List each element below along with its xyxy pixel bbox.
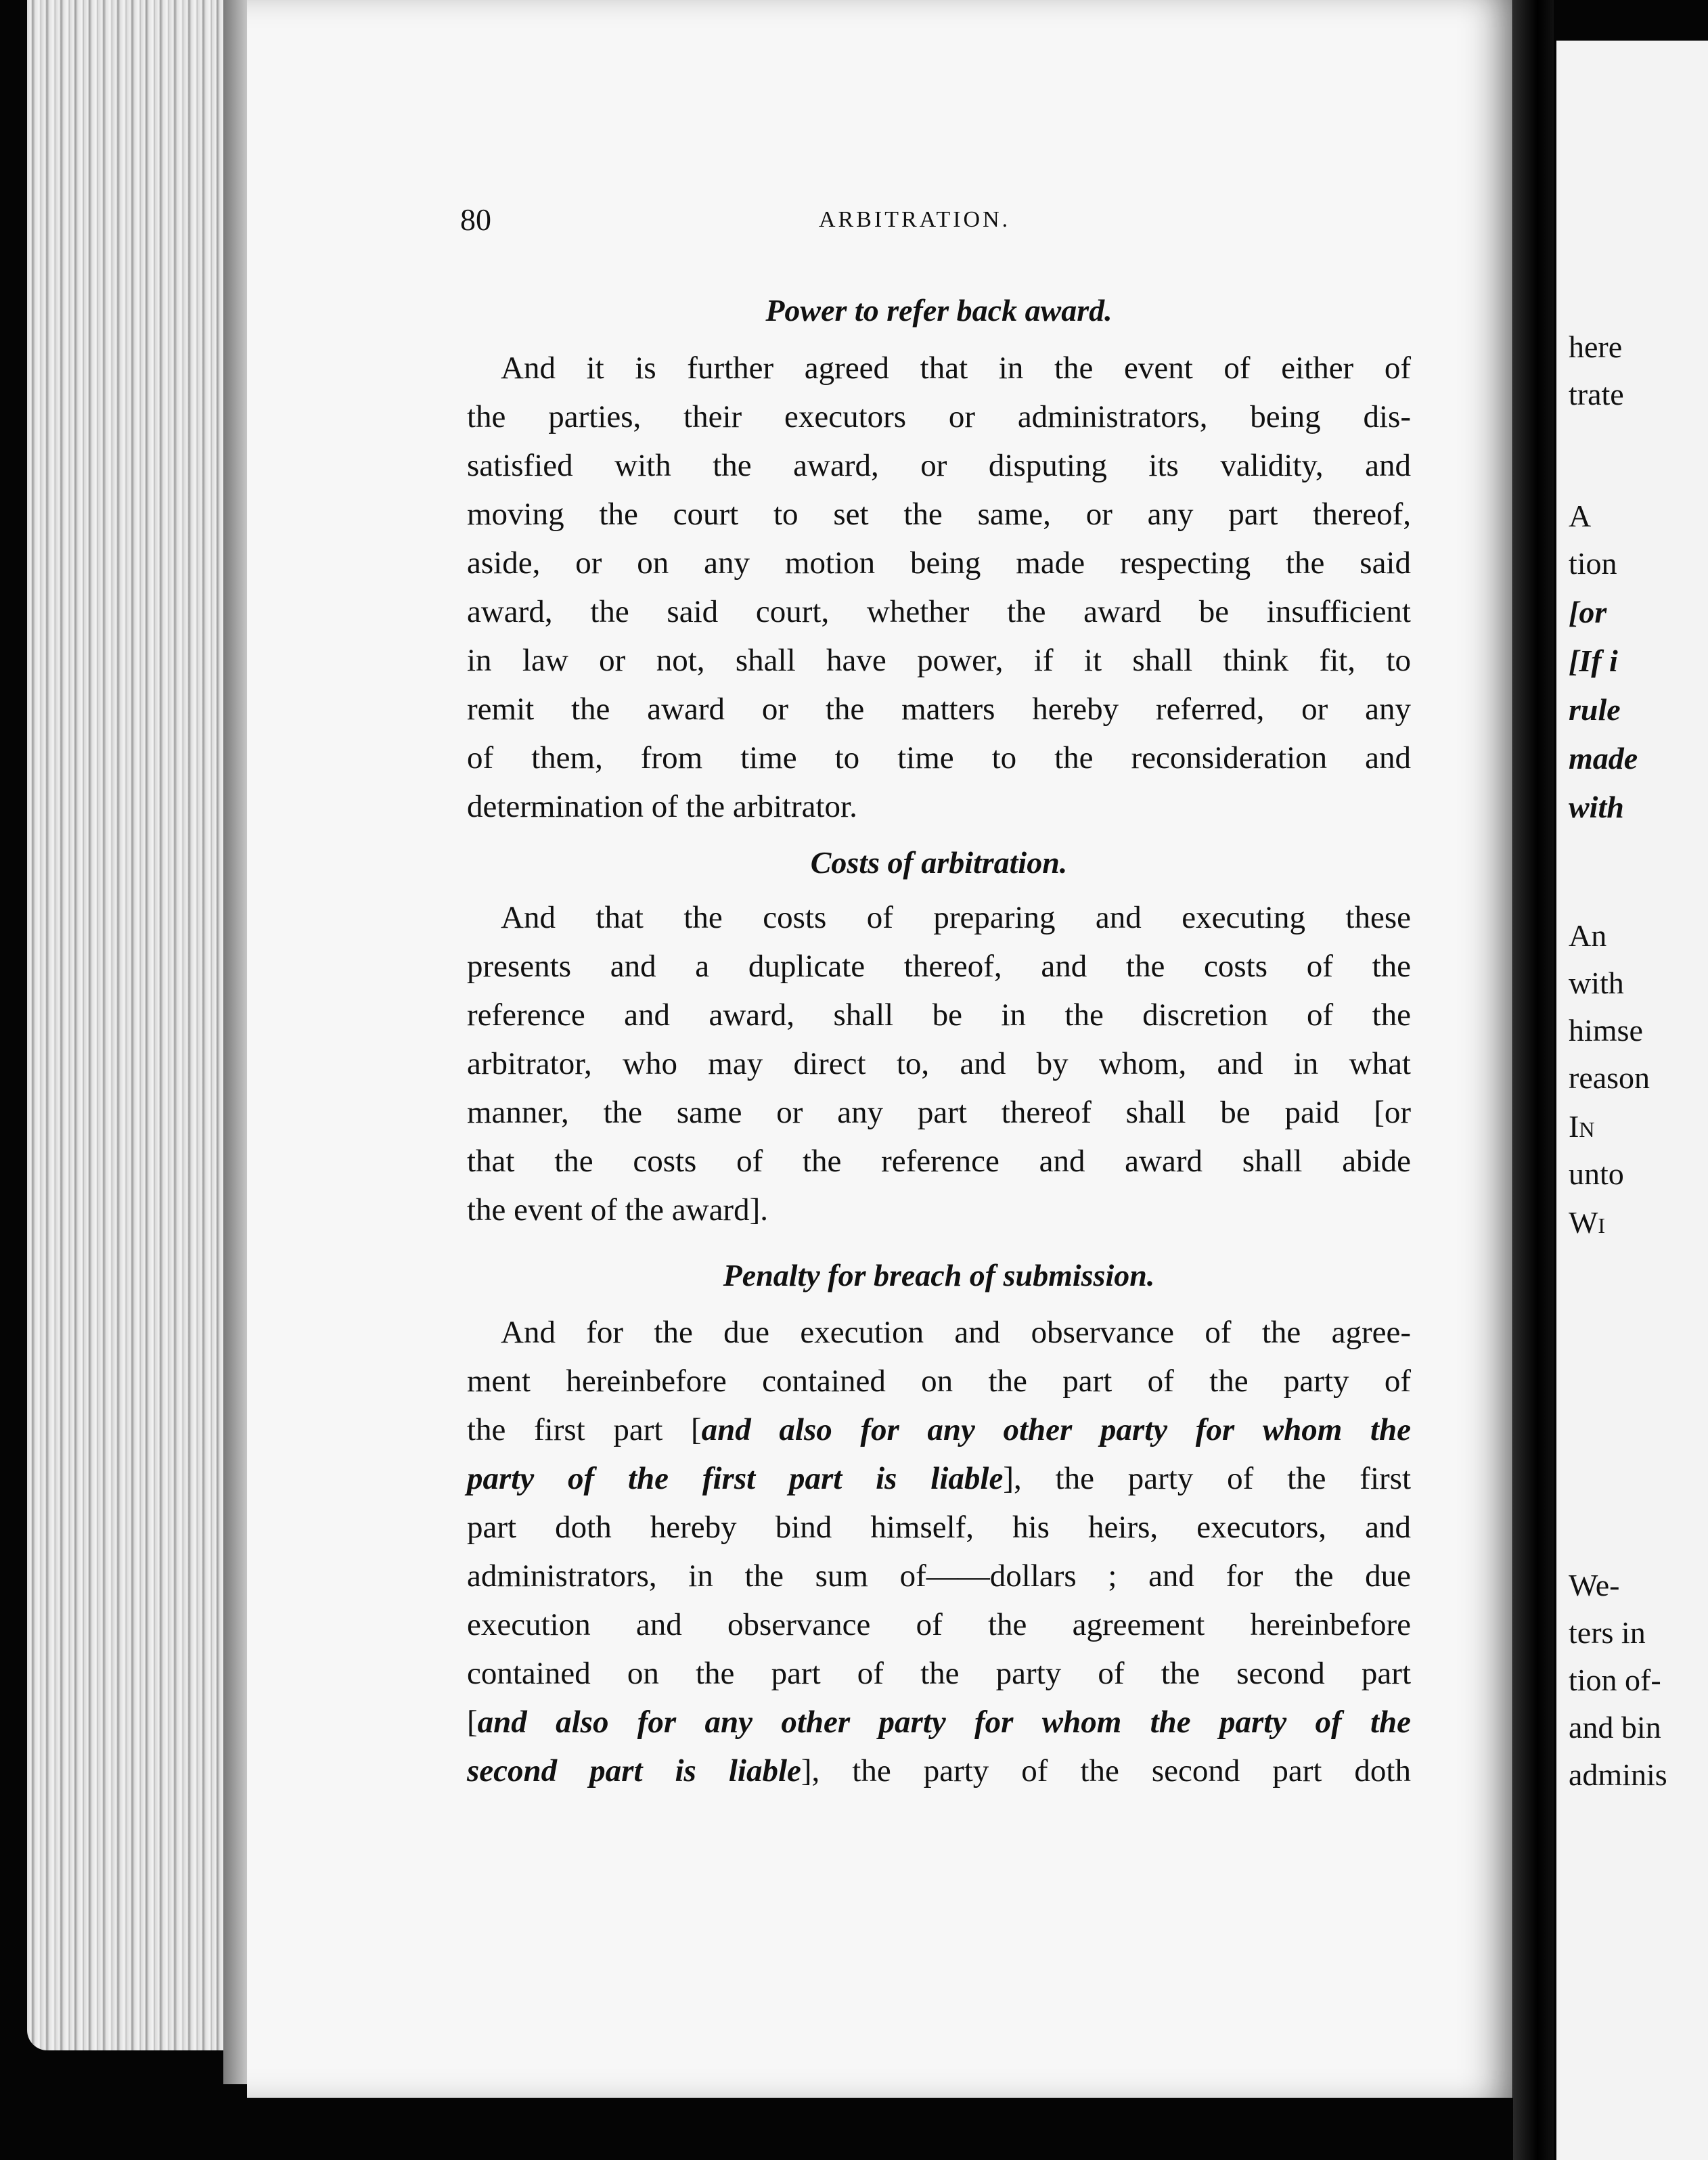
text-line <box>467 1463 1411 1495</box>
right-page-fragment: unto <box>1569 1156 1624 1191</box>
text-line: And it is further agreed that in the event of either of <box>501 351 1411 386</box>
right-page-fragment: trate <box>1569 377 1624 411</box>
section-heading-penalty: Penalty for breach of submission. <box>723 1258 1155 1292</box>
page-edges-shadow <box>223 0 250 2084</box>
text-line: in law or not, shall have power, if it shall think fit, to <box>467 643 1411 678</box>
page-header <box>460 202 1408 242</box>
italic-segment: and also for any other party for whom the party of the <box>477 1705 1411 1740</box>
text-line: aside, or on any motion being made respecting the said <box>467 545 1411 581</box>
right-page-fragment: and bin <box>1569 1710 1661 1745</box>
text-line: that the costs of the reference and award shall abide <box>467 1144 1411 1179</box>
text-line: part doth hereby bind himself, his heirs, executors, and <box>467 1510 1411 1545</box>
right-page-fragment: tion <box>1569 546 1617 581</box>
right-page-fragment: adminis <box>1569 1757 1667 1792</box>
italic-segment: and also for any other party for whom the <box>701 1412 1411 1447</box>
right-page-fragment: We- <box>1569 1568 1620 1602</box>
text-segment: [ <box>467 1705 478 1740</box>
section-heading-power-to-refer: Power to refer back award. <box>765 293 1113 328</box>
text-line: of them, from time to time to the reconsideration and <box>467 740 1411 775</box>
right-page-fragment: rule <box>1569 692 1621 727</box>
text-line <box>467 1414 1411 1446</box>
text-line: satisfied with the award, or disputing its validity, and <box>467 448 1411 483</box>
text-line: moving the court to set the same, or any part thereof, <box>467 497 1411 532</box>
text-line: administrators, in the sum of——dollars ; and for the due <box>467 1558 1411 1594</box>
italic-segment: second part is liable <box>467 1753 801 1788</box>
right-page-fragment: [or <box>1569 595 1607 629</box>
right-page-fragment: An <box>1569 918 1607 953</box>
right-page-fragment: In <box>1569 1109 1595 1144</box>
text-line: the parties, their executors or administrators, being dis- <box>467 399 1411 434</box>
text-line: And that the costs of preparing and executing these <box>501 900 1411 935</box>
text-line: manner, the same or any part thereof shall be paid [or <box>467 1095 1411 1130</box>
text-line: ment hereinbefore contained on the part of the party of <box>467 1364 1411 1399</box>
text-line: arbitrator, who may direct to, and by whom, and in what <box>467 1046 1411 1081</box>
right-page-fragment: with <box>1569 790 1624 824</box>
right-page-fragment: A <box>1569 499 1592 533</box>
text-line: remit the award or the matters hereby referred, or any <box>467 692 1411 727</box>
text-segment: ], the party of the first <box>1003 1461 1412 1496</box>
right-page-fragment: Wi <box>1569 1205 1606 1240</box>
right-page-fragment: made <box>1569 741 1638 775</box>
text-line: presents and a duplicate thereof, and the costs of the <box>467 949 1411 984</box>
right-page-fragment: with <box>1569 966 1624 1000</box>
text-segment: ], the party of the second part doth <box>801 1753 1411 1788</box>
text-segment: the first part [ <box>467 1412 702 1447</box>
text-line: the event of the award]. <box>467 1192 768 1228</box>
text-line <box>467 1755 1411 1787</box>
page-number: 80 <box>460 202 491 237</box>
text-line: And for the due execution and observance of the agree- <box>501 1315 1411 1350</box>
page-edges-stack <box>27 0 250 2050</box>
section-heading-costs: Costs of arbitration. <box>810 845 1068 880</box>
book-gutter <box>1513 0 1554 2160</box>
right-page <box>1556 41 1708 2160</box>
right-page-fragment: [If i <box>1569 644 1618 678</box>
right-page-fragment: himse <box>1569 1013 1643 1048</box>
text-line: reference and award, shall be in the discretion of the <box>467 997 1411 1033</box>
right-page-fragment: here <box>1569 330 1623 364</box>
right-page-fragment: ters in <box>1569 1615 1646 1650</box>
text-line <box>467 1707 1411 1738</box>
italic-segment: party of the first part is liable <box>467 1461 1004 1496</box>
text-line: execution and observance of the agreement hereinbefore <box>467 1607 1411 1642</box>
right-page-fragment: tion of- <box>1569 1663 1661 1697</box>
running-title: ARBITRATION. <box>819 207 1011 232</box>
right-page-fragment: reason <box>1569 1060 1650 1095</box>
text-line: determination of the arbitrator. <box>467 789 857 824</box>
text-line: award, the said court, whether the award be insufficient <box>467 594 1411 629</box>
text-line: contained on the part of the party of the second part <box>467 1656 1411 1691</box>
